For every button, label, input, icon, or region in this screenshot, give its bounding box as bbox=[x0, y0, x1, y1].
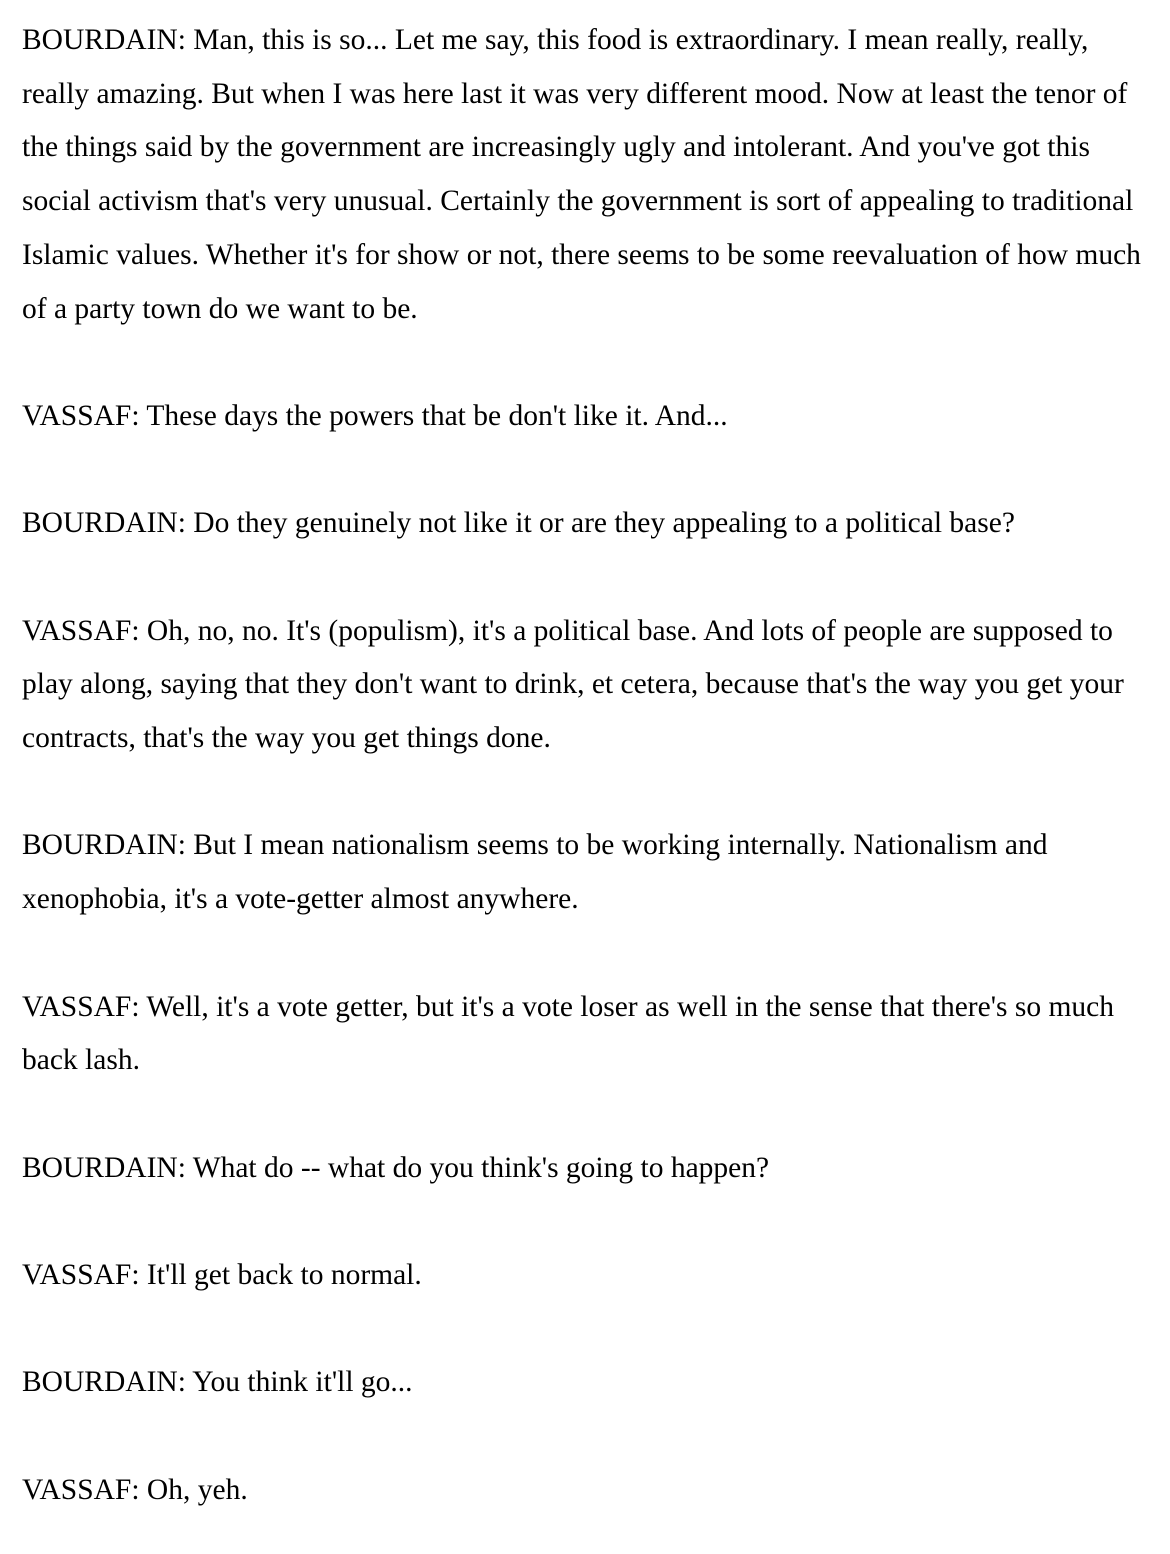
speaker-name: BOURDAIN bbox=[22, 507, 178, 540]
spoken-text: You think it'll go... bbox=[192, 1366, 413, 1399]
speaker-name: VASSAF bbox=[22, 1473, 132, 1506]
transcript-turn-bourdain: BOURDAIN: Man, this is so... Let me say, this food is extraordinary. I mean really, really, really amazing. But when I was here last it was very different mood. Now at least the tenor of the things said by the government are increasingly ugly and intolerant. And you've got this social activism that's very unusual. Certainly the government is sort of appealing to traditional Islamic values. Whether it's for show or not, there seems to be some reevaluation of how much of a party town do we want to be. bbox=[22, 24, 1141, 325]
transcript-turn-vassaf: VASSAF: These days the powers that be don't like it. And... bbox=[22, 399, 728, 432]
spoken-text: But I mean nationalism seems to be working internally. Nationalism and xenophobia, it's a vote-getter almost anywhere. bbox=[22, 829, 1048, 916]
transcript-turn-vassaf: VASSAF: It'll get back to normal. bbox=[22, 1259, 422, 1292]
transcript-turn-vassaf: VASSAF: Oh, yeh. bbox=[22, 1473, 248, 1506]
speaker-name: BOURDAIN bbox=[22, 24, 178, 56]
transcript-turn-bourdain: BOURDAIN: You think it'll go... bbox=[22, 1366, 413, 1399]
speaker-name: VASSAF bbox=[22, 990, 132, 1023]
spoken-text: Oh, yeh. bbox=[146, 1473, 248, 1506]
spoken-text: Do they genuinely not like it or are they appealing to a political base? bbox=[193, 507, 1015, 540]
transcript-turn-bourdain: BOURDAIN: Do they genuinely not like it or are they appealing to a political base? bbox=[22, 507, 1015, 540]
speaker-name: BOURDAIN bbox=[22, 829, 178, 862]
transcript-turn-vassaf: VASSAF: Well, it's a vote getter, but it's a vote loser as well in the sense that there's so much back lash. bbox=[22, 990, 1115, 1077]
spoken-text: Man, this is so... Let me say, this food is extraordinary. I mean really, really, really amazing. But when I was here last it was very different mood. Now at least the tenor of the things said by the government are increasingly ugly and intolerant. And you've got this social activism that's very unusual. Certainly the government is sort of appealing to traditional Islamic values. Whether it's for show or not, there seems to be some reevaluation of how much of a party town do we want to be. bbox=[22, 24, 1141, 325]
transcript-turn-bourdain: BOURDAIN: But I mean nationalism seems to be working internally. Nationalism and xenophobia, it's a vote-getter almost anywhere. bbox=[22, 829, 1048, 916]
spoken-text: Oh, no, no. It's (populism), it's a political base. And lots of people are supposed to play along, saying that they don't want to drink, et cetera, because that's the way you get your contracts, that's the way you get things done. bbox=[22, 614, 1124, 755]
spoken-text: It'll get back to normal. bbox=[146, 1259, 422, 1292]
speaker-name: BOURDAIN bbox=[22, 1366, 178, 1399]
spoken-text: What do -- what do you think's going to happen? bbox=[192, 1151, 770, 1184]
speaker-name: BOURDAIN bbox=[22, 1151, 178, 1184]
speaker-name: VASSAF bbox=[22, 399, 132, 432]
spoken-text: Well, it's a vote getter, but it's a vote loser as well in the sense that there's so much back lash. bbox=[22, 990, 1115, 1077]
speaker-name: VASSAF bbox=[22, 614, 132, 647]
spoken-text: These days the powers that be don't like it. And... bbox=[146, 399, 728, 432]
transcript-turn-bourdain: BOURDAIN: What do -- what do you think's going to happen? bbox=[22, 1151, 770, 1184]
transcript-turn-vassaf: VASSAF: Oh, no, no. It's (populism), it's a political base. And lots of people are supposed to play along, saying that they don't want to drink, et cetera, because that's the way you get your contracts, that's the way you get things done. bbox=[22, 614, 1124, 755]
speaker-name: VASSAF bbox=[22, 1259, 132, 1292]
